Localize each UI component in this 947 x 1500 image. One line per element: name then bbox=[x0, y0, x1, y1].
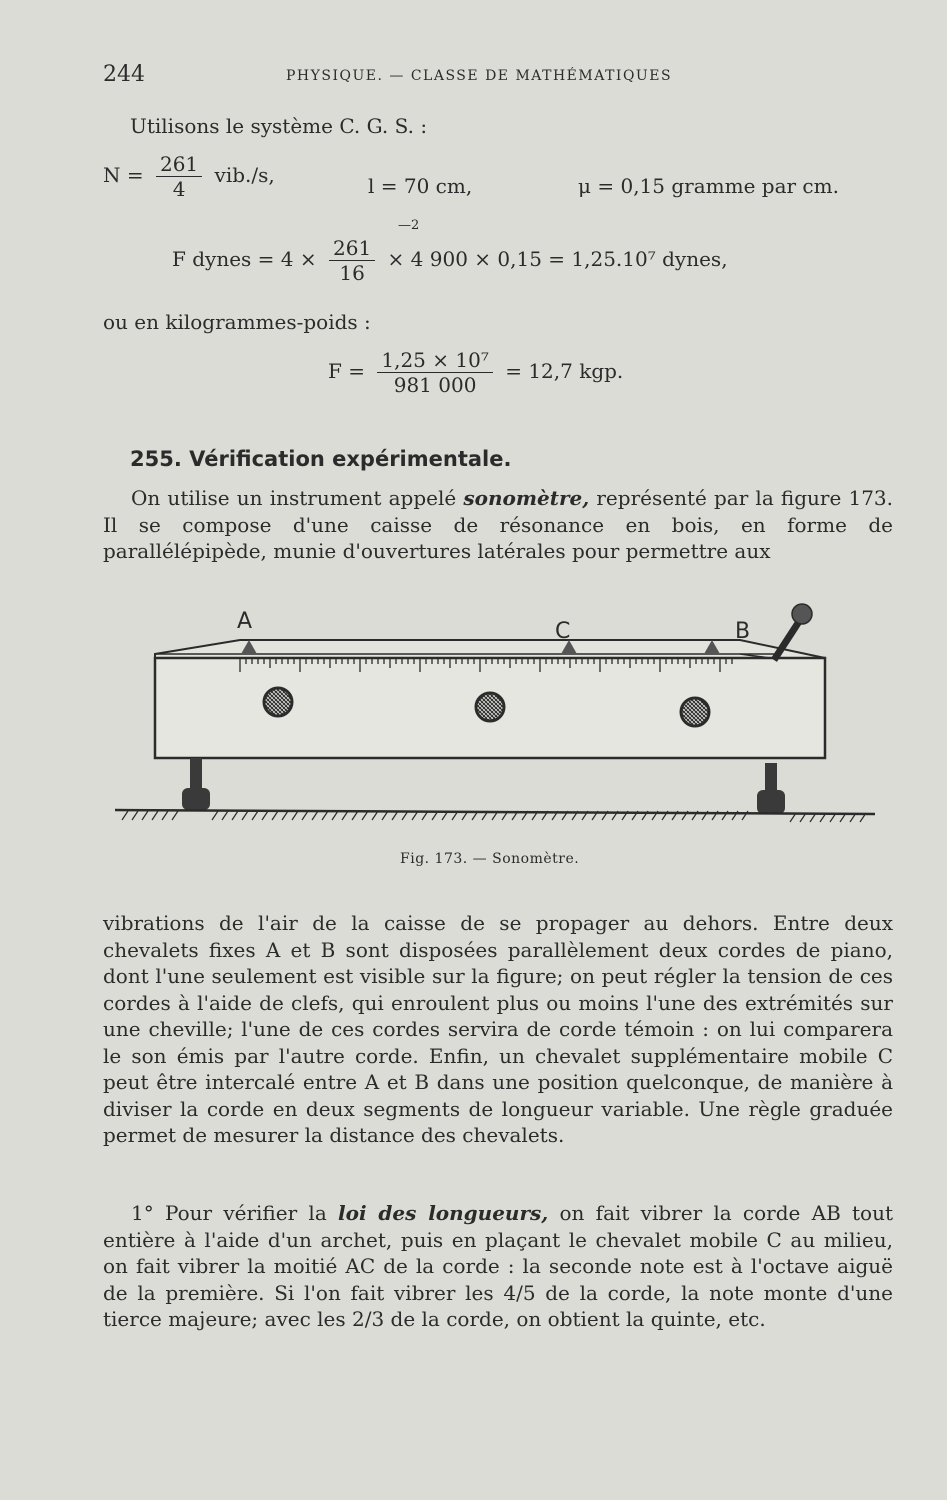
kgp-intro: ou en kilogrammes-poids : bbox=[103, 310, 371, 334]
f-equation bbox=[172, 236, 728, 285]
page-header bbox=[0, 62, 947, 92]
foot-left bbox=[182, 788, 210, 810]
p1-emphasis: sonomètre, bbox=[463, 486, 590, 510]
n-fraction bbox=[156, 152, 202, 201]
p3-emphasis: loi des longueurs, bbox=[338, 1201, 549, 1225]
p1-text-a: On utilise un instrument appelé bbox=[131, 486, 464, 510]
f2-fraction bbox=[377, 348, 492, 397]
n-numerator: 261 bbox=[156, 152, 202, 177]
label-a: A bbox=[237, 609, 253, 634]
f-numerator: 261 bbox=[329, 236, 375, 261]
cgs-intro: Utilisons le système C. G. S. : bbox=[130, 114, 428, 138]
p3-text-a: 1° Pour vérifier la bbox=[131, 1201, 338, 1225]
f2-denominator: 981 000 bbox=[393, 373, 477, 397]
f2-rhs: = 12,7 kgp. bbox=[505, 359, 624, 383]
sound-hole-right bbox=[681, 698, 709, 726]
n-denominator: 4 bbox=[172, 177, 186, 201]
label-b: B bbox=[735, 619, 751, 644]
paragraph-1 bbox=[103, 485, 893, 565]
n-label: N = bbox=[103, 163, 144, 187]
p3-text-b: on fait vibrer la corde AB tout entière à l'aide d'un archet, puis en plaçant le chevalet mobile C au milieu, on fait vibrer la moitié AC de la corde : la seconde note est à l'octave aiguë de la première. Si l'on fait vibrer les 4/5 de la corde, la note monte d'une tierce majeure; avec les 2/3 de la corde, on obtient la quinte, etc. bbox=[103, 1201, 894, 1331]
label-c: C bbox=[555, 619, 571, 644]
figure-caption: Fig. 173. — Sonomètre. bbox=[400, 851, 580, 867]
f2-lhs: F = bbox=[328, 359, 365, 383]
sound-hole-center bbox=[476, 693, 504, 721]
f-denominator: 16 bbox=[339, 261, 365, 285]
f-fraction bbox=[329, 236, 375, 285]
section-heading: 255. Vérification expérimentale. bbox=[130, 447, 512, 471]
f-rhs: × 4 900 × 0,15 = 1,25.10⁷ dynes, bbox=[387, 247, 728, 271]
sonometer-figure bbox=[110, 598, 890, 848]
mu-equation: μ = 0,15 gramme par cm. bbox=[578, 174, 839, 198]
f2-numerator: 1,25 × 10⁷ bbox=[377, 348, 492, 373]
p1-text-b: représenté par la figure 173. Il se compose d'une caisse de résonance en bois, en forme de parallélépipède, munie d'ouvertures latérales pour permettre aux bbox=[103, 486, 894, 563]
f-lhs: F dynes = 4 × bbox=[172, 247, 317, 271]
paragraph-2 bbox=[103, 910, 893, 1149]
p2-text: vibrations de l'air de la caisse de se propager au dehors. Entre deux chevalets fixes A et B sont disposées parallèlement deux cordes de piano, dont l'une seulement est visible sur la figure; on peut régler la tension de ces cordes à l'aide de clefs, qui enroulent plus ou moins l'une des extrémités sur une cheville; l'une de ces cordes servira de corde témoin : on lui comparera le son émis par l'autre corde. Enfin, un chevalet supplémentaire mobile C peut être intercalé entre A et B dans une position quelconque, de manière à diviser la corde en deux segments de longueur variable. Une règle graduée permet de mesurer la distance des chevalets. bbox=[103, 911, 893, 1147]
sound-hole-left bbox=[264, 688, 292, 716]
n-equation bbox=[103, 152, 275, 201]
tuning-peg-head bbox=[792, 604, 812, 624]
box-top-face bbox=[155, 640, 825, 658]
f-overline: —2 bbox=[398, 218, 420, 233]
l-equation: l = 70 cm, bbox=[368, 174, 473, 198]
page-number: 244 bbox=[103, 62, 145, 87]
foot-right bbox=[757, 790, 785, 814]
f2-equation bbox=[328, 348, 623, 397]
paragraph-3 bbox=[103, 1200, 893, 1333]
running-title: PHYSIQUE. — CLASSE DE MATHÉMATIQUES bbox=[286, 68, 673, 84]
n-unit: vib./s, bbox=[214, 163, 275, 187]
